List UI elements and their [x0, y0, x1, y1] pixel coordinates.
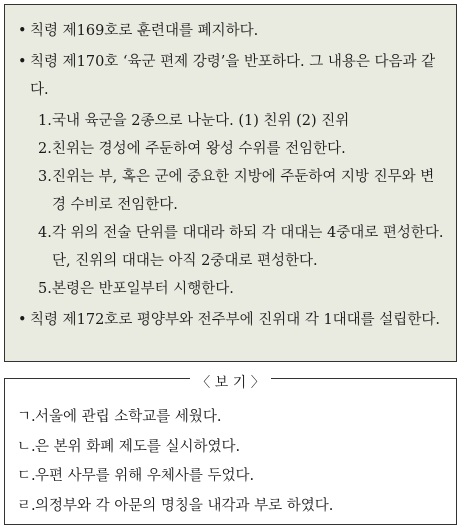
- numbered-item: [18, 135, 444, 163]
- bogi-text: 서울에 관립 소학교를 세웠다.: [35, 409, 222, 425]
- source-passage-box: [4, 4, 457, 362]
- bullet-item: • 칙령 제172호로 평양부와 전주부에 진위대 각 1대대를 설립한다.: [18, 306, 444, 334]
- bogi-item: [17, 492, 444, 522]
- item-text: 국내 육군을 2종으로 나눈다. (1) 친위 (2) 진위: [52, 113, 350, 129]
- item-text: 본령은 반포일부터 시행한다.: [52, 281, 234, 297]
- numbered-item: [18, 219, 444, 275]
- item-text: 진위는 부, 혹은 군에 중요한 지방에 주둔하여 지방 진무와 변경 수비로 전임한다.: [52, 169, 435, 213]
- item-number: 5.: [38, 281, 52, 297]
- bogi-mark: ㄱ.: [17, 409, 36, 425]
- bullet-item: • 칙령 제170호 ‘육군 편제 강령’을 반포하다. 그 내용은 다음과 같다.: [18, 48, 444, 104]
- numbered-item: [18, 163, 444, 219]
- numbered-item: [18, 107, 444, 135]
- bogi-text: 우편 사무를 위해 우체사를 두었다.: [35, 468, 255, 484]
- item-number: 4.: [38, 225, 52, 241]
- item-text: 친위는 경성에 주둔하여 왕성 수위를 전임한다.: [52, 141, 346, 157]
- bogi-text: 의정부와 각 아문의 명칭을 내각과 부로 하였다.: [35, 497, 334, 514]
- bogi-text: 은 본위 화폐 제도를 실시하였다.: [35, 438, 241, 455]
- item-number: 1.: [38, 113, 52, 129]
- bogi-mark: ㄴ.: [17, 438, 36, 455]
- item-number: 2.: [38, 141, 52, 157]
- item-text: 각 위의 전술 단위를 대대라 하되 각 대대는 4중대로 편성한다. 단, 진위의 대대는 아직 2중대로 편성한다.: [52, 225, 444, 269]
- bogi-item: [17, 433, 444, 463]
- bogi-item: [17, 462, 444, 492]
- bogi-item: [17, 403, 444, 433]
- numbered-item: [18, 275, 444, 303]
- bogi-box: [4, 375, 457, 525]
- bullet-item: • 칙령 제169호로 훈련대를 폐지하다.: [18, 17, 444, 45]
- bogi-mark: ㄹ.: [17, 497, 36, 514]
- bogi-title: 〈 보 기 〉: [5, 369, 456, 399]
- bogi-mark: ㄷ.: [17, 468, 36, 484]
- item-number: 3.: [38, 169, 52, 185]
